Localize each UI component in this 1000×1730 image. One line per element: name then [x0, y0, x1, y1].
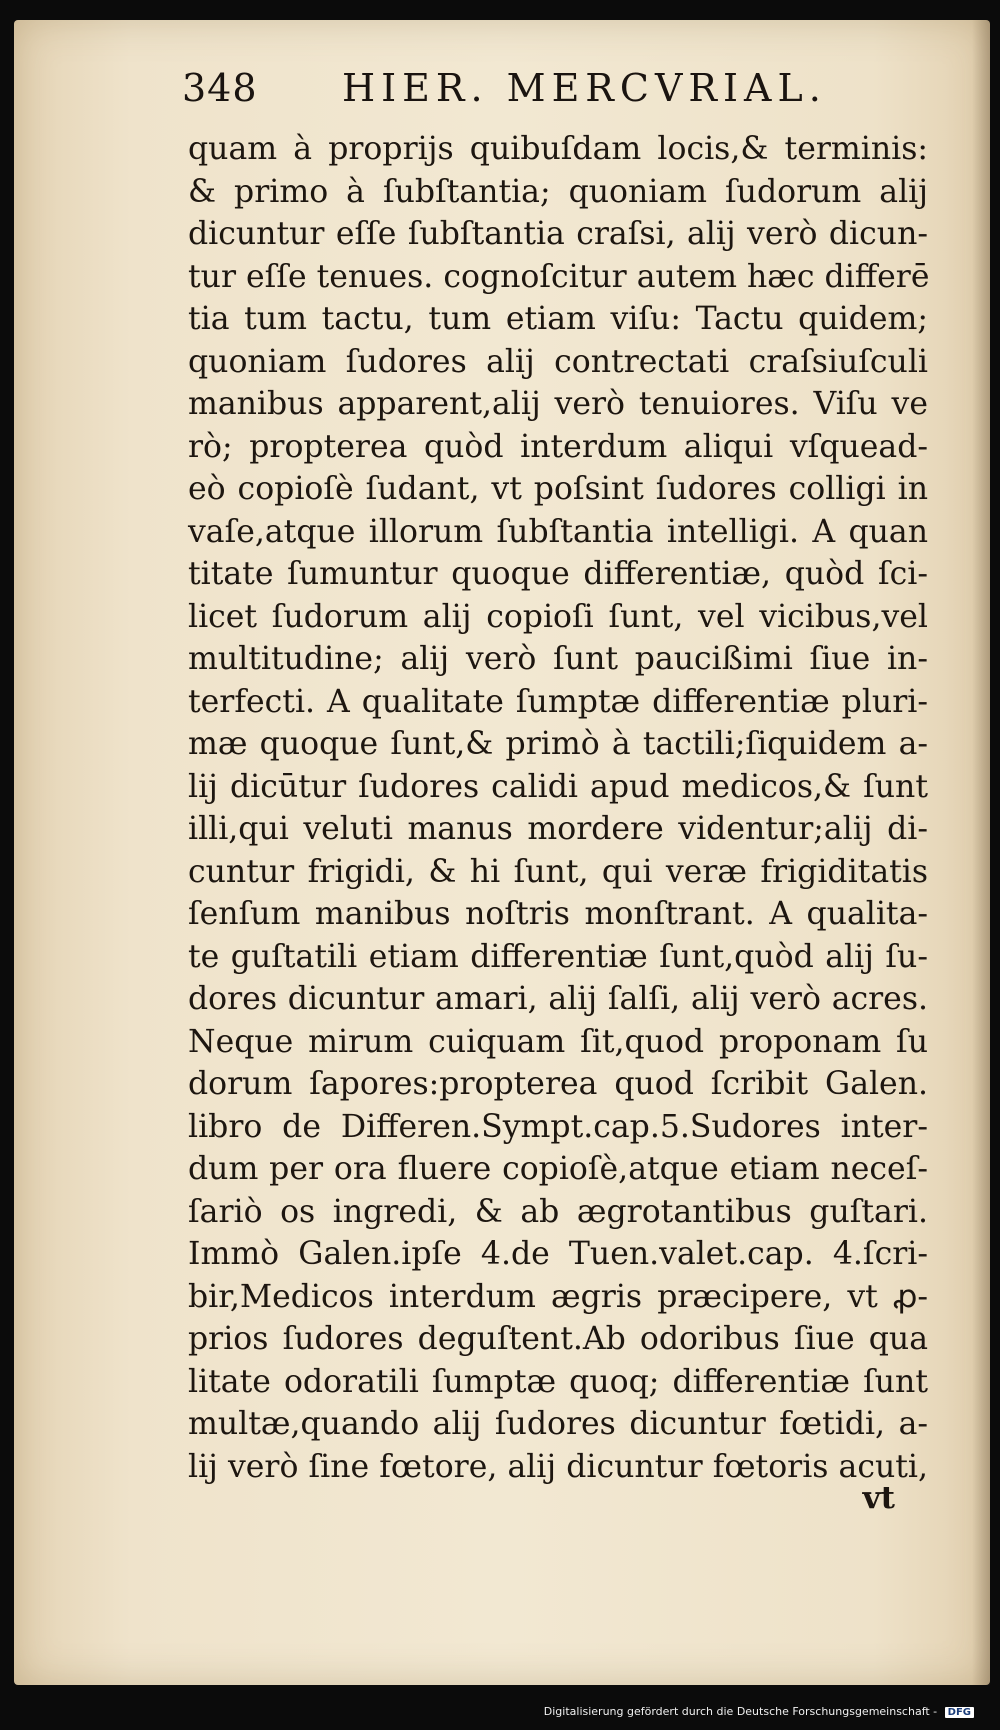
- text-line: mæ quoque ſunt,& primò à tactili;ſiquidem a-: [188, 726, 928, 762]
- text-line: ſenſum manibus noſtris monſtrant. A qualita-: [188, 896, 928, 932]
- text-line: terfecti. A qualitate ſumptæ differentiæ pluri-: [188, 683, 928, 720]
- digitization-footer: [0, 1685, 1000, 1730]
- text-line: dicuntur eſſe ſubſtantia craſsi, alij verò dicun-: [188, 216, 928, 252]
- text-line: quam à proprijs quibuſdam locis,& terminis:: [188, 131, 928, 167]
- text-line: te guſtatili etiam differentiæ ſunt,quòd alij ſu-: [188, 938, 928, 975]
- text-line: tia tum tactu, tum etiam viſu: Tactu quidem;: [188, 301, 928, 337]
- dfg-logo: DFG: [945, 1707, 974, 1718]
- text-line: ſariò os ingredi, & ab ægrotantibus guſtari.: [188, 1193, 928, 1230]
- text-line: lij verò ſine fœtore, alij dicuntur fœtoris acuti,: [188, 1448, 928, 1485]
- running-title: HIER. MERCVRIAL.: [342, 66, 827, 110]
- text-line: & primo à ſubſtantia; quoniam ſudorum alij: [188, 173, 928, 210]
- text-line: dores dicuntur amari, alij ſalſi, alij verò acres.: [188, 981, 928, 1017]
- funding-credit: [544, 1705, 974, 1718]
- text-line: eò copioſè ſudant, vt poſsint ſudores colligi in: [188, 471, 928, 507]
- text-line: multæ,quando alij ſudores dicuntur fœtidi, a-: [188, 1406, 928, 1442]
- text-line: rò; propterea quòd interdum aliqui vſquead-: [188, 428, 928, 465]
- page-number: 348: [182, 66, 258, 110]
- text-line: libro de Differen.Sympt.cap.5.Sudores inter-: [188, 1108, 928, 1145]
- catchword: vt: [862, 1480, 895, 1516]
- funding-credit-text: Digitalisierung gefördert durch die Deutsche Forschungsgemeinschaft -: [543, 1705, 938, 1718]
- book-page: [14, 20, 990, 1685]
- text-line: lij dicūtur ſudores calidi apud medicos,& ſunt: [188, 768, 928, 805]
- text-line: tur eſſe tenues. cognoſcitur autem hæc differē: [188, 258, 930, 295]
- text-line: dum per ora fluere copioſè,atque etiam neceſ-: [188, 1151, 928, 1187]
- text-line: licet ſudorum alij copioſi ſunt, vel vicibus,vel: [188, 598, 928, 635]
- running-head: [182, 66, 895, 116]
- text-line: quoniam ſudores alij contrectati craſsiuſculi: [188, 343, 928, 380]
- text-line: prios ſudores deguſtent.Ab odoribus ſiue qua: [188, 1321, 928, 1357]
- text-line: bir,Medicos interdum ægris præcipere, vt ꝓ-: [188, 1278, 928, 1315]
- text-line: dorum ſapores:propterea quod ſcribit Galen.: [188, 1066, 928, 1102]
- text-line: Immò Galen.ipſe 4.de Tuen.valet.cap. 4.ſcri-: [188, 1236, 928, 1272]
- text-line: manibus apparent,alij verò tenuiores. Viſu ve: [188, 386, 928, 422]
- body-text: [188, 128, 928, 1488]
- text-line: titate ſumuntur quoque differentiæ, quòd ſci-: [188, 556, 928, 592]
- text-line: cuntur frigidi, & hi ſunt, qui veræ frigiditatis: [188, 853, 928, 890]
- text-line: vaſe,atque illorum ſubſtantia intelligi. A quan: [188, 513, 928, 550]
- page-edge-shadow: [972, 20, 990, 1685]
- text-line: litate odoratili ſumptæ quoq; differentiæ ſunt: [188, 1363, 928, 1400]
- text-line: Neque mirum cuiquam ſit,quod proponam ſu: [188, 1023, 928, 1060]
- text-line: multitudine; alij verò ſunt paucißimi ſiue in-: [188, 641, 928, 677]
- text-line: illi,qui veluti manus mordere videntur;alij di-: [188, 811, 928, 847]
